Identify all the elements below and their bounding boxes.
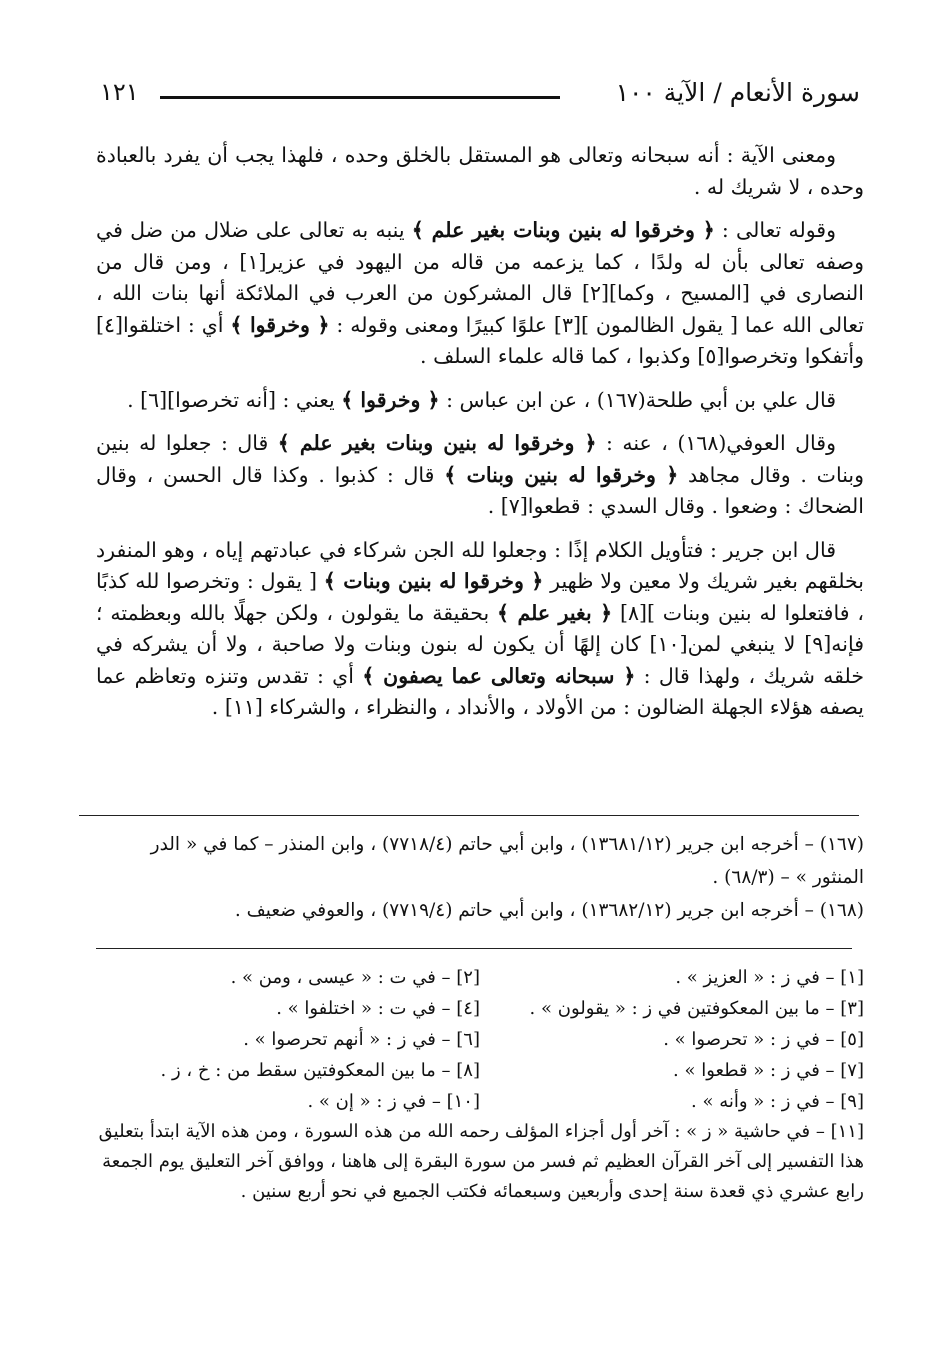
footnote: (١٦٧) – أخرجه ابن جرير (١٣٦٨١/١٢) ، وابن أبي حاتم (٧٧١٨/٤) ، وابن المنذر – كما في « الدر المنثور » – (٦٨/٣) . <box>150 834 864 888</box>
variant-note: [٨] – ما بين المعكوفتين سقط من : خ ، ز . <box>160 1060 480 1081</box>
hadith-footnotes <box>96 828 864 927</box>
variant-row <box>96 993 864 1024</box>
variant-note: [٧] – في ز : « قطعوا » . <box>673 1060 864 1081</box>
variant-row <box>96 1055 864 1086</box>
variant-note-colophon: [١١] – في حاشية « ز » : آخر أول أجزاء المؤلف رحمه الله من هذه السورة ، ومن هذه الآية ابتدأ بتعليق هذا التفسير إلى آخر القرآن العظيم ثم فسر من سورة البقرة إلى هاهنا ، ووافق آخر التعليق يوم الجمعة رابع عشري ذي قعدة سنة إحدى وأربعين وسبعمائه فكتب الجميع في نحو أربع سنين . <box>98 1121 864 1202</box>
variant-note: [٤] – في ت : « اختلفوا » . <box>276 998 480 1019</box>
variant-row <box>96 962 864 993</box>
variant-note: [١٠] – في ز : « إن » . <box>307 1091 480 1112</box>
manuscript-variant-notes <box>96 962 864 1207</box>
variant-note: [٣] – ما بين المعكوفتين في ز : « يقولون » . <box>529 998 864 1019</box>
variant-row <box>96 1086 864 1117</box>
body-text <box>96 140 864 724</box>
paragraph: وقال العوفي(١٦٨) ، عنه : ﴿ وخرقوا له بنين وبنات بغير علم ﴾ قال : جعلوا له بنين وبنات . وقال مجاهد ﴿ وخرقوا له بنين وبنات ﴾ قال : كذبوا . وكذا قال الحسن ، وقال الضحاك : وضعوا . وقال السدي : قطعوا[٧] . <box>96 431 864 518</box>
page-header <box>100 74 860 114</box>
paragraph: وقوله تعالى : ﴿ وخرقوا له بنين وبنات بغير علم ﴾ ينبه به تعالى على ضلال من ضل في وصفه تعالى بأن له ولدًا ، كما يزعمه من قاله من اليهود في عزير[١] ، ومن قال من النصارى في [المسيح ، وكما][٢] قال المشركون من العرب في الملائكة أنها بنات الله ، تعالى الله عما [ يقول الظالمون ][٣] علوًا كبيرًا ومعنى وقوله : ﴿ وخرقوا ﴾ أي : اختلقوا[٤] وأتفكوا وتخرصوا[٥] وكذبوا ، كما قاله علماء السلف . <box>96 218 864 368</box>
variant-row <box>96 1024 864 1055</box>
variant-note: [٦] – في ز : « أنهم تحرصوا » . <box>243 1029 480 1050</box>
paragraph: قال ابن جرير : فتأويل الكلام إذًا : وجعلوا لله الجن شركاء في عبادتهم إياه ، وهو المنفرد بخلقهم بغير شريك ولا معين ولا ظهير ﴿ وخرقوا له بنين وبنات ﴾ [ يقول : وتخرصوا لله كذبًا ، فافتعلوا له بنين وبنات ][٨] ﴿ بغير علم ﴾ بحقيقة ما يقولون ، ولكن جهلًا بالله وبعظمته ؛ فإنه[٩] لا ينبغي لمن[١٠] كان إلهًا أن يكون له بنون وبنات ولا صاحبة ، ولا أن يشركه في خلقه شريك ، ولهذا قال : ﴿ سبحانه وتعالى عما يصفون ﴾ أي : تقدس وتنزه وتعاظم عما يصفه هؤلاء الجهلة الضالون : من الأولاد ، والأنداد ، والنظراء ، والشركاء [١١] . <box>96 537 864 719</box>
paragraph: ومعنى الآية : أنه سبحانه وتعالى هو المستقل بالخلق وحده ، فلهذا يجب أن يفرد بالعبادة وحده ، لا شريك له . <box>96 143 864 199</box>
variant-note: [٩] – في ز : « وأنه » . <box>691 1091 864 1112</box>
page-number: ١٢١ <box>100 78 139 106</box>
footnote-divider <box>79 815 859 816</box>
variant-divider <box>96 948 852 949</box>
footnote: (١٦٨) – أخرجه ابن جرير (١٣٦٨٢/١٢) ، وابن أبي حاتم (٧٧١٩/٤) ، والعوفي ضعيف . <box>234 900 864 921</box>
variant-note: [١] – في ز : « العزيز » . <box>675 967 864 988</box>
variant-note: [٥] – في ز : « تحرصوا » . <box>663 1029 864 1050</box>
surah-title: سورة الأنعام / الآية ١٠٠ <box>615 78 860 107</box>
header-rule <box>160 96 560 99</box>
variant-note: [٢] – في ت : « عيسى ، ومن » . <box>230 967 480 988</box>
paragraph: قال علي بن أبي طلحة(١٦٧) ، عن ابن عباس : ﴿ وخرقوا ﴾ يعني : [أنه تخرصوا][٦] . <box>127 387 836 412</box>
